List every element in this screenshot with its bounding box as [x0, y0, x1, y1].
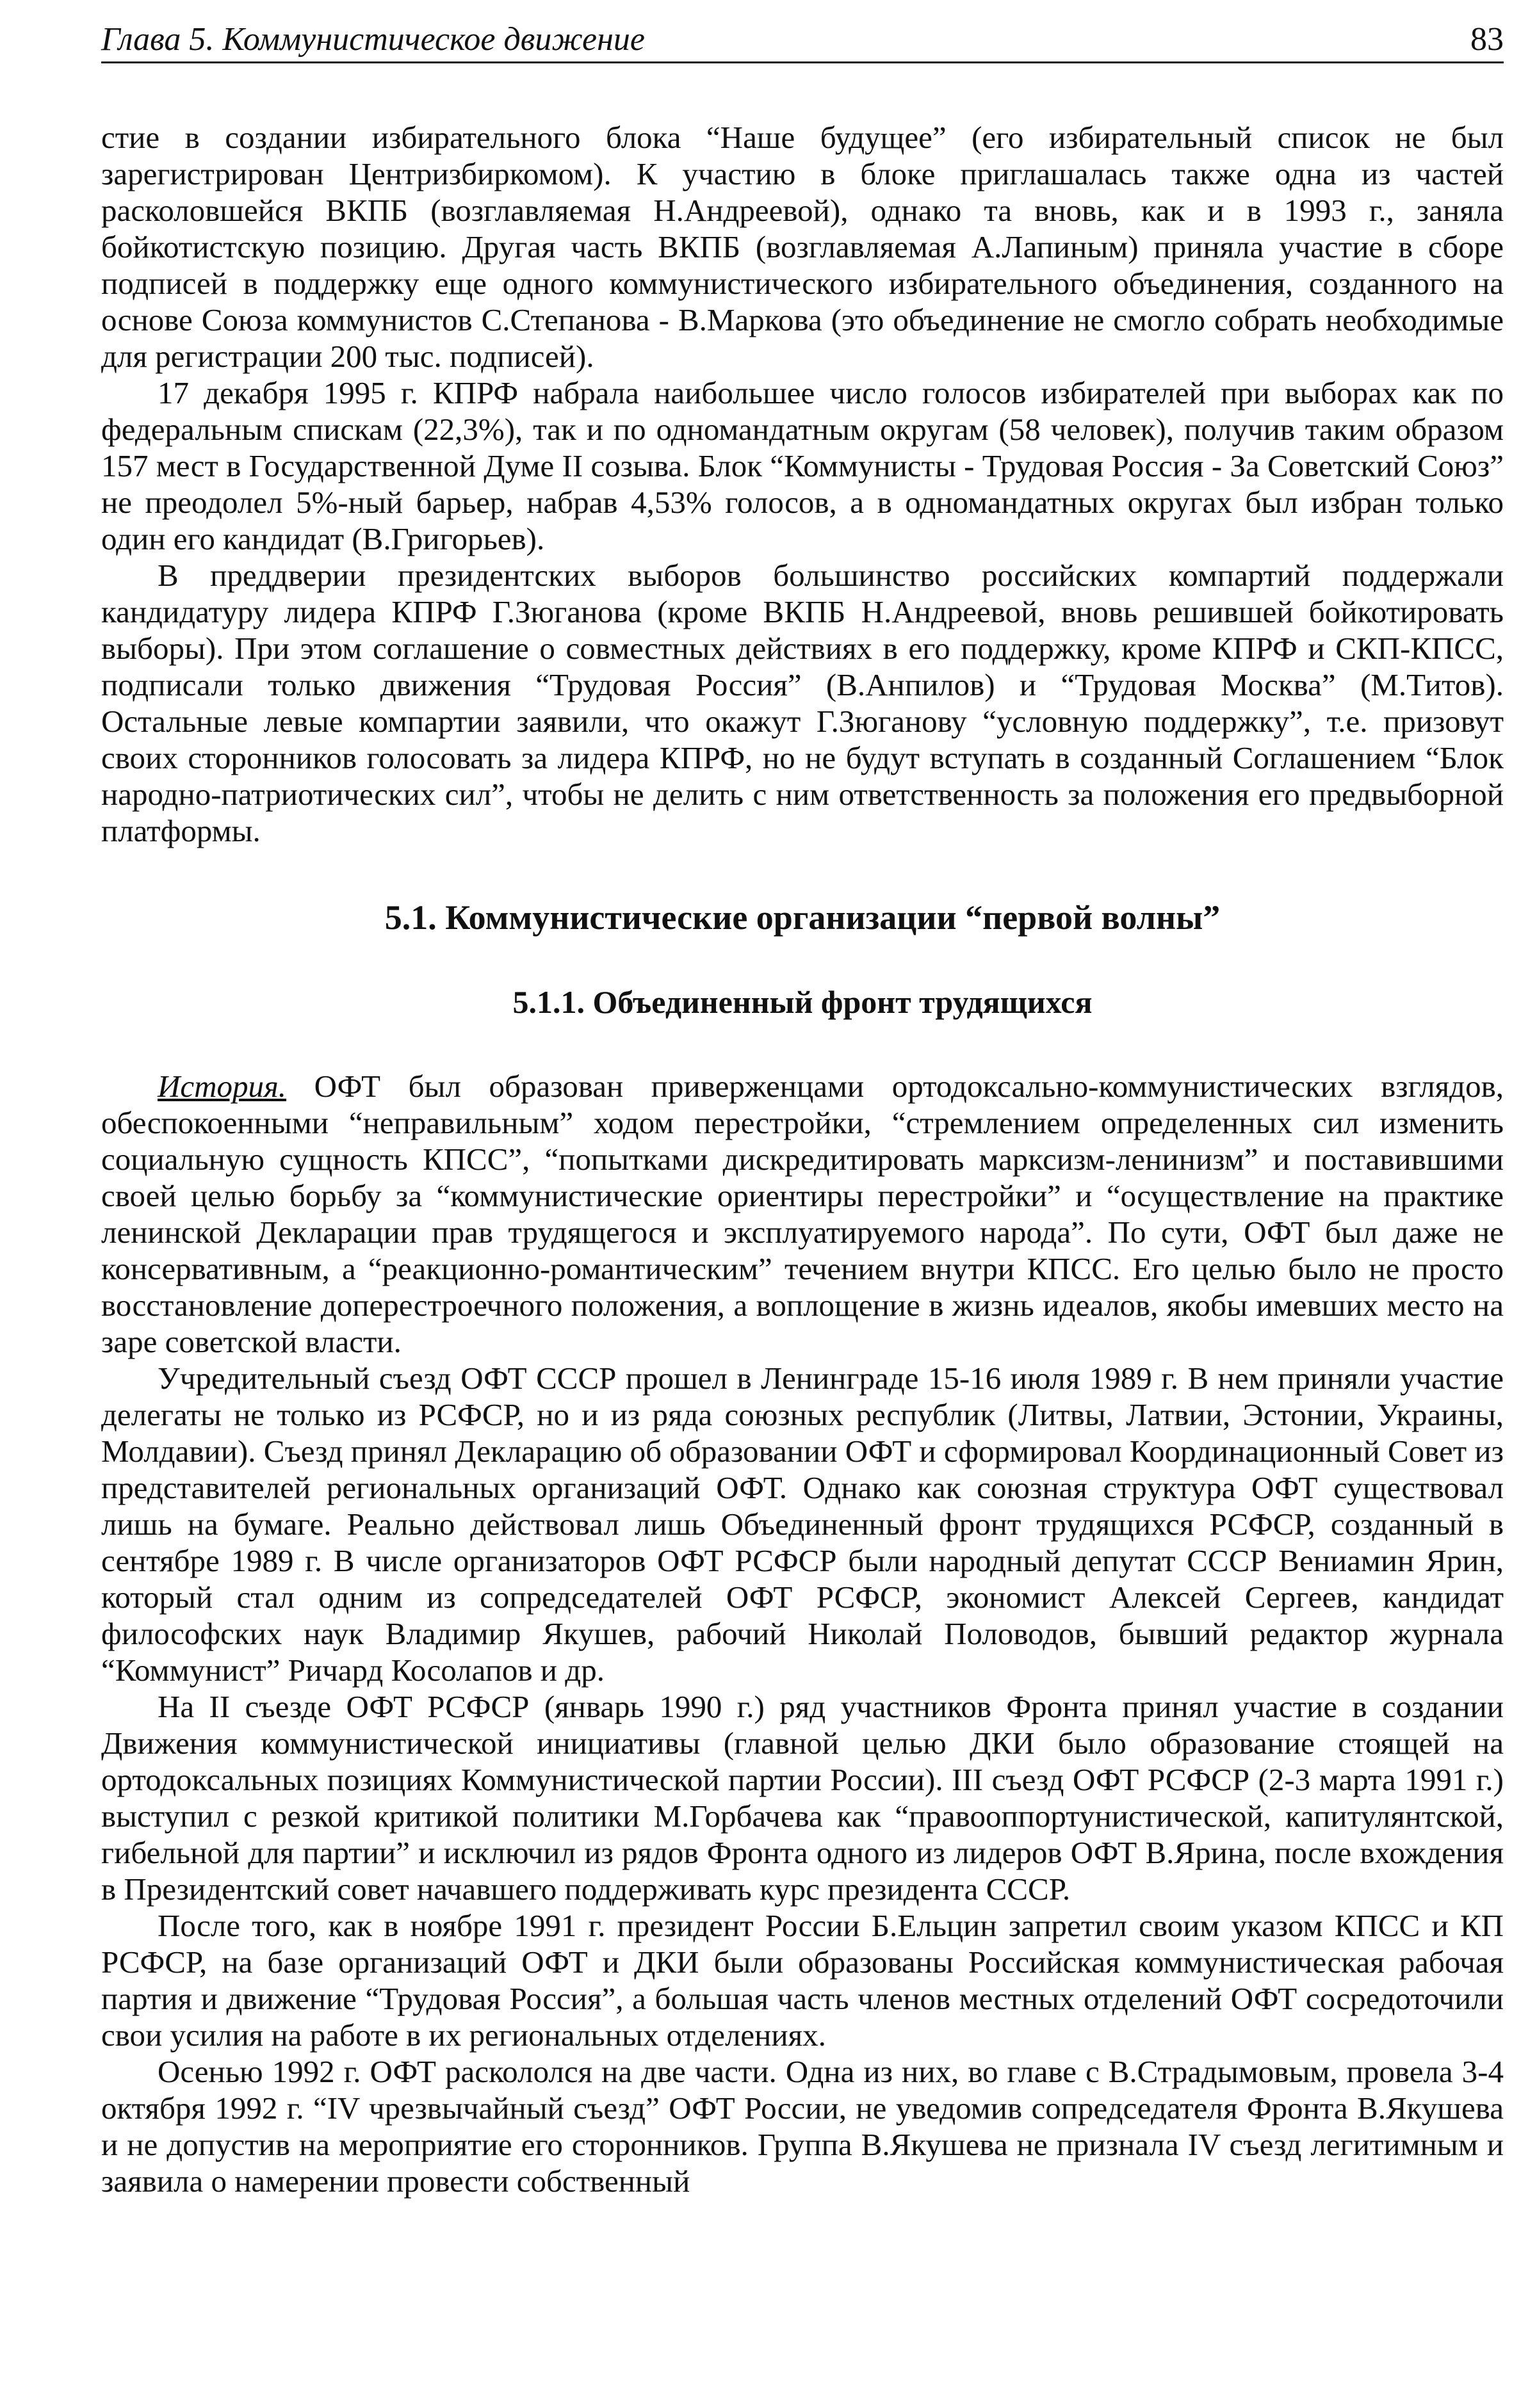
page-number: 83 [1470, 21, 1504, 58]
history-label: История. [158, 1069, 287, 1104]
body-text [101, 119, 1504, 2199]
paragraph-presidential-election: В преддверии президентских выборов большинство российских компартий поддержали кандидатуру лидера КПРФ Г.Зюганова (кроме ВКПБ Н.Андреевой, вновь решившей бойкотировать выборы). При этом соглашение о совместных действиях в его поддержку, кроме КПРФ и СКП-КПСС, подписали только движения “Трудовая Россия” (В.Анпилов) и “Трудовая Москва” (М.Титов). Остальные левые компартии заявили, что окажут Г.Зюганову “условную поддержку”, т.е. призовут своих сторонников голосовать за лидера КПРФ, но не будут вступать в созданный Соглашением “Блок народно-патриотических сил”, чтобы не делить с ним ответственность за положения его предвыборной платформы. [101, 558, 1504, 848]
history-text: ОФТ был образован приверженцами ортодоксально-коммунистических взглядов, обеспокоенными “неправильным” ходом перестройки, “стремлением определенных сил изменить социальную сущность КПСС”, “попытками дискредитировать марксизм-ленинизм” и поставившими своей целью борьбу за “коммунистические ориентиры перестройки” и “осуществление на практике ленинской Декларации прав трудящегося и эксплуатируемого народа”. По сути, ОФТ был даже не консервативным, а “реакционно-романтическим” течением внутри КПСС. Его целью было не просто восстановление доперестроечного положения, а воплощение в жизнь идеалов, якобы имевших место на заре советской власти. [101, 1069, 1504, 1359]
paragraph-continued: стие в создании избирательного блока “Наше будущее” (его избирательный список не был зарегистрирован Центризбиркомом). К участию в блоке приглашалась также одна из частей расколовшейся ВКПБ (возглавляемая Н.Андреевой), однако та вновь, как и в 1993 г., заняла бойкотистскую позицию. Другая часть ВКПБ (возглавляемая А.Лапиным) приняла участие в сборе подписей в поддержку еще одного коммунистического избирательного объединения, созданного на основе Союза коммунистов С.Степанова - В.Маркова (это объединение не смогло собрать необходимые для регистрации 200 тыс. подписей). [101, 120, 1504, 374]
header-divider [101, 61, 1504, 63]
page-header [101, 17, 1504, 61]
paragraph-split-1992: Осенью 1992 г. ОФТ раскололся на две части. Одна из них, во главе с В.Страдымовым, провела 3-4 октября 1992 г. “IV чрезвычайный съезд” ОФТ России, не уведомив сопредседателя Фронта В.Якушева и не допустив на мероприятие его сторонников. Группа В.Якушева не признала IV съезд легитимным и заявила о намерении провести собственный [101, 2054, 1504, 2199]
section-heading: 5.1. Коммунистические организации “первой волны” [384, 898, 1221, 937]
paragraph-history [101, 1068, 1504, 1360]
chapter-title: Глава 5. Коммунистическое движение [101, 21, 646, 58]
paragraph-second-congress: На II съезде ОФТ РСФСР (январь 1990 г.) ряд участников Фронта принял участие в создании Движения коммунистической инициативы (главной целью ДКИ было образование стоящей на ортодоксальных позициях Коммунистической партии России). III съезд ОФТ РСФСР (2-3 марта 1991 г.) выступил с резкой критикой политики М.Горбачева как “правооппортунистической, капитулянтской, гибельной для партии” и исключил из рядов Фронта одного из лидеров ОФТ В.Ярина, после вхождения в Президентский совет начавшего поддерживать курс президента СССР. [101, 1689, 1504, 1907]
subsection-heading: 5.1.1. Объединенный фронт трудящихся [512, 984, 1093, 1020]
paragraph-election-1995: 17 декабря 1995 г. КПРФ набрала наибольшее число голосов избирателей при выборах как по федеральным спискам (22,3%), так и по одномандатным округам (58 человек), получив таким образом 157 мест в Государственной Думе II созыва. Блок “Коммунисты - Трудовая Россия - За Советский Союз” не преодолел 5%-ный барьер, набрав 4,53% голосов, а в одномандатных округах был избран только один его кандидат (В.Григорьев). [101, 375, 1504, 556]
paragraph-founding-congress: Учредительный съезд ОФТ СССР прошел в Ленинграде 15-16 июля 1989 г. В нем приняли участие делегаты не только из РСФСР, но и из ряда союзных республик (Литвы, Латвии, Эстонии, Украины, Молдавии). Съезд принял Декларацию об образовании ОФТ и сформировал Координационный Совет из представителей региональных организаций ОФТ. Однако как союзная структура ОФТ существовал лишь на бумаге. Реально действовал лишь Объединенный фронт трудящихся РСФСР, созданный в сентябре 1989 г. В числе организаторов ОФТ РСФСР были народный депутат СССР Вениамин Ярин, который стал одним из сопредседателей ОФТ РСФСР, экономист Алексей Сергеев, кандидат философских наук Владимир Якушев, рабочий Николай Половодов, бывший редактор журнала “Коммунист” Ричард Косолапов и др. [101, 1361, 1504, 1688]
paragraph-after-ban: После того, как в ноябре 1991 г. президент России Б.Ельцин запретил своим указом КПСС и КП РСФСР, на базе организаций ОФТ и ДКИ были образованы Российская коммунистическая рабочая партия и движение “Трудовая Россия”, а большая часть членов местных отделений ОФТ сосредоточили свои усилия на работе в их региональных отделениях. [101, 1908, 1504, 2053]
